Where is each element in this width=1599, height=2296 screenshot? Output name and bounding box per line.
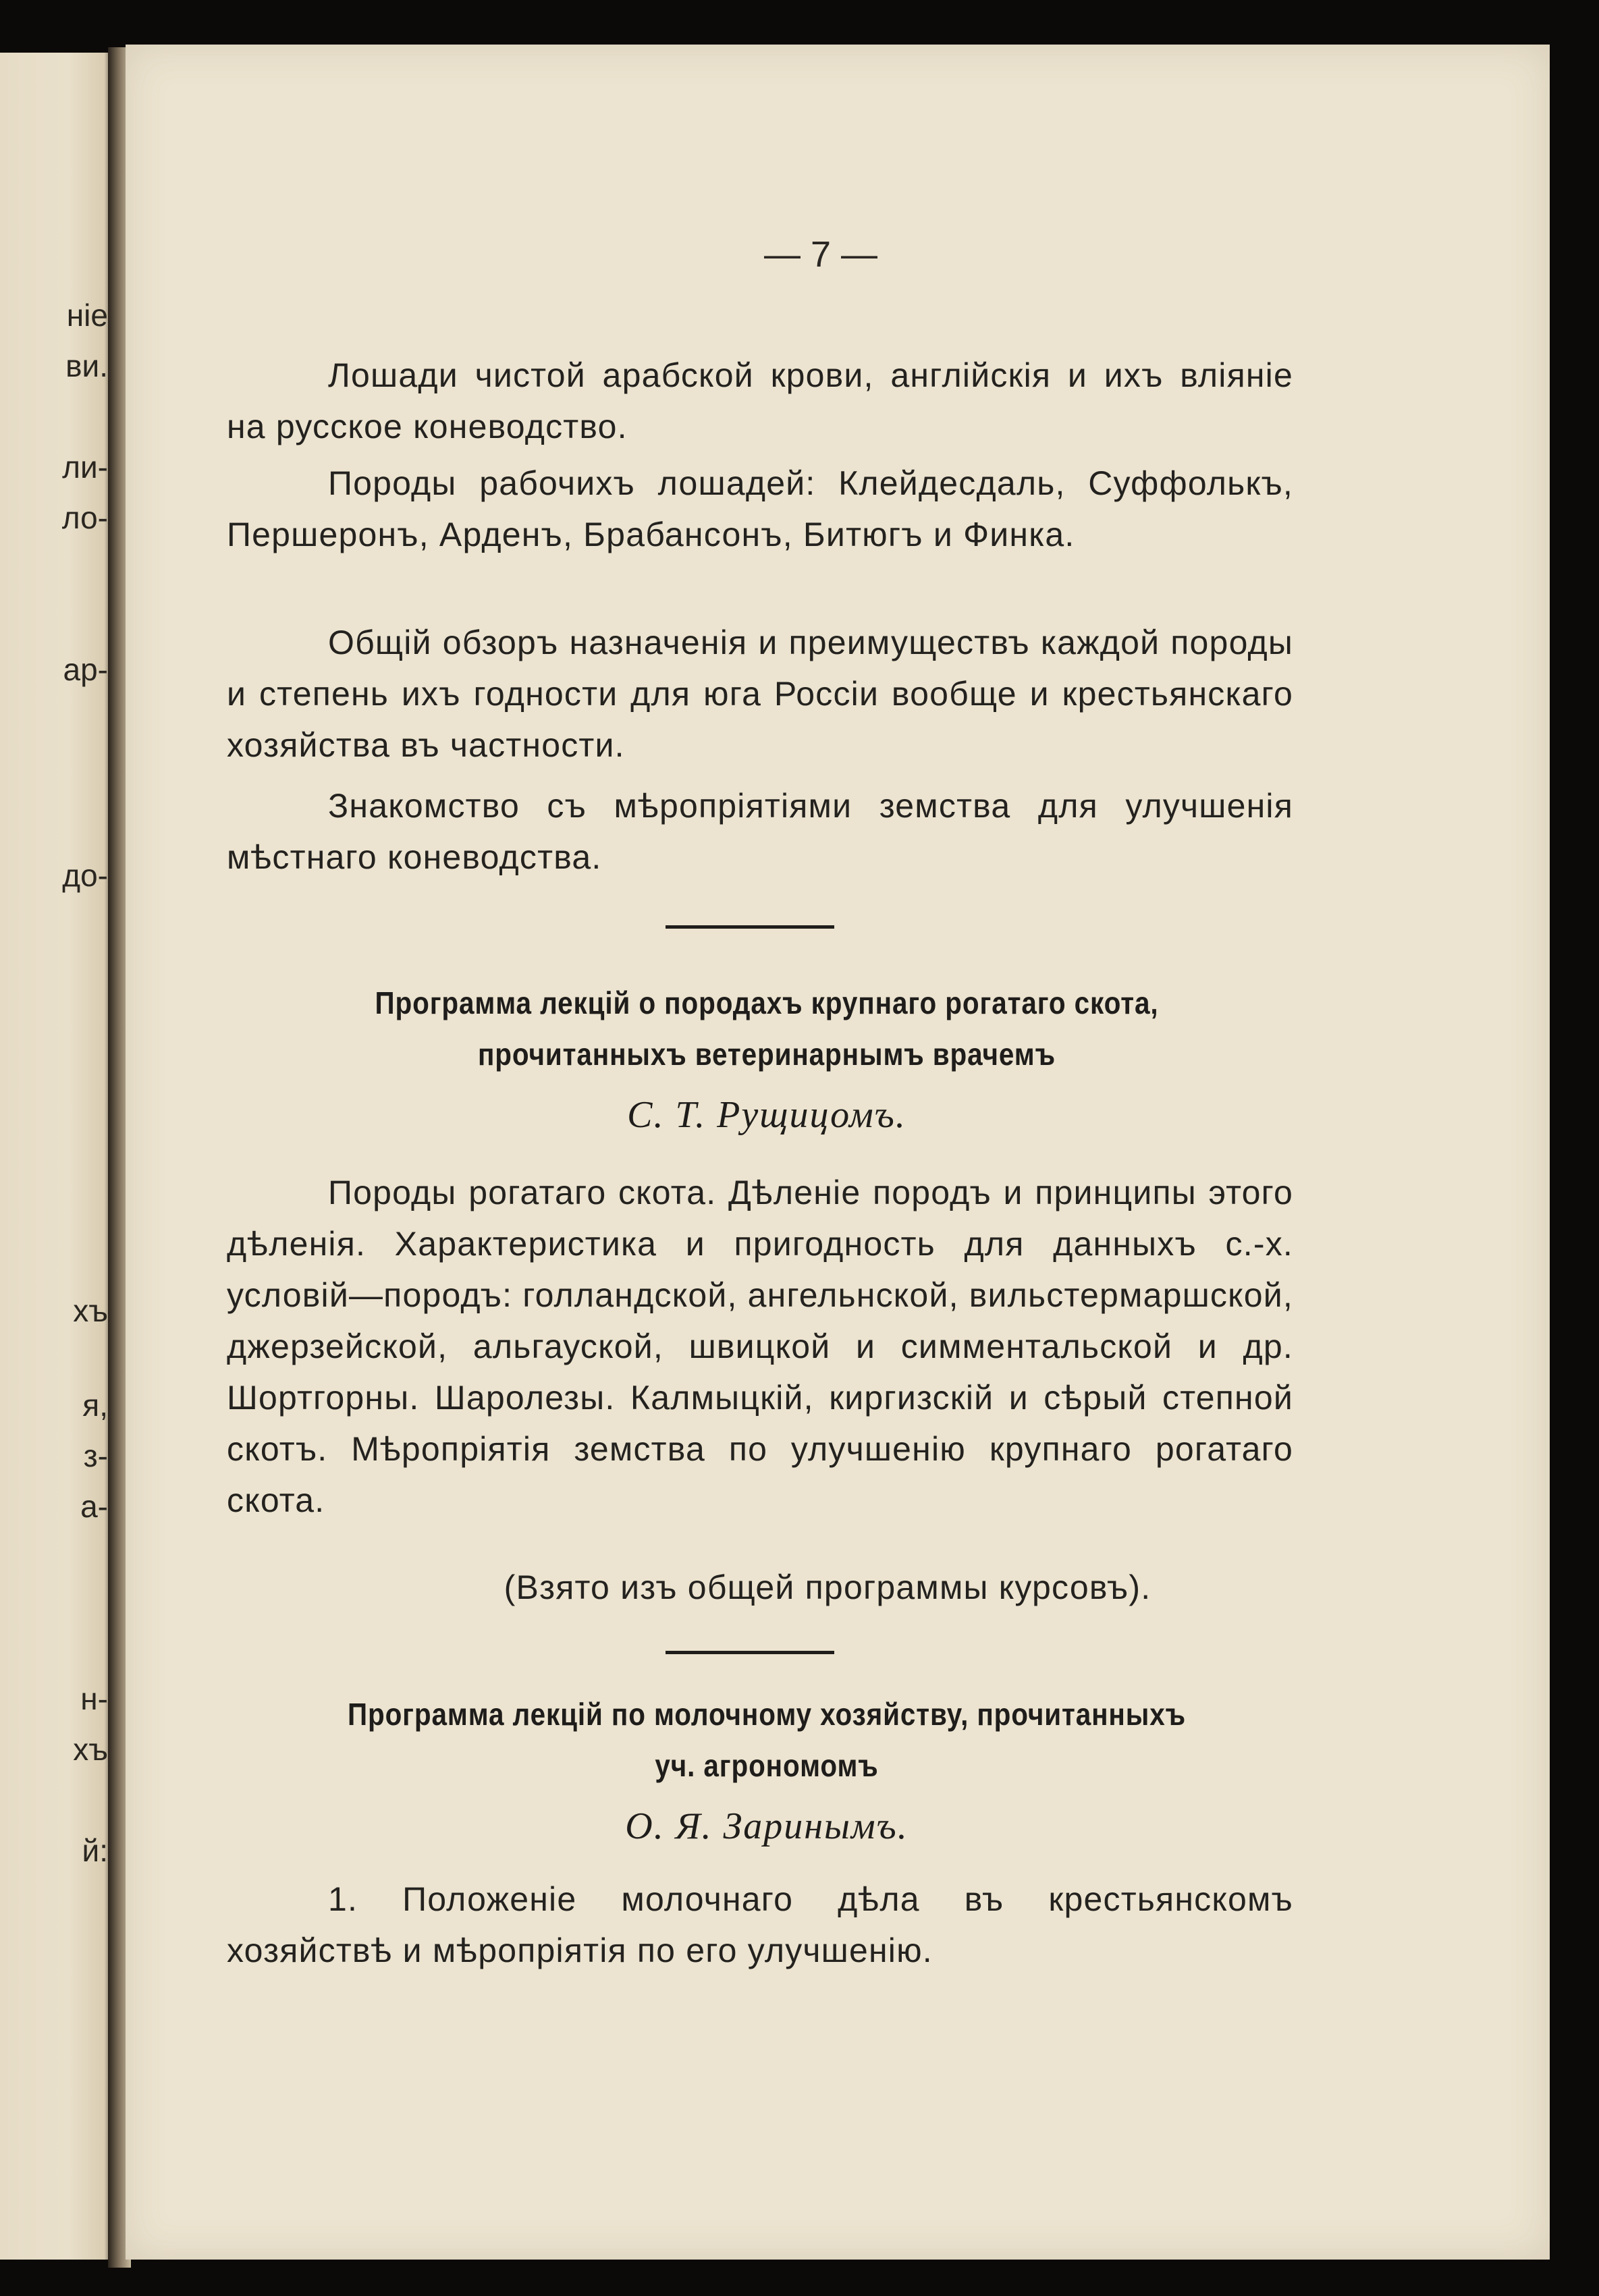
left-page-fragment: ви. bbox=[65, 348, 108, 383]
paragraph-dairy-position: 1. Положеніе молочнаго дѣла въ крестьянскомъ хозяйствѣ и мѣропріятія по его улучшенію. bbox=[227, 1880, 1293, 1969]
paragraph-zemstvo-measures: Знакомство съ мѣропріятіями земства для улучшенія мѣстнаго коневодства. bbox=[227, 787, 1293, 876]
section-heading-cattle-line2: прочитанныхъ ветеринарнымъ врачемъ bbox=[477, 1037, 1056, 1072]
left-page-fragment: й: bbox=[82, 1833, 108, 1868]
left-page-fragment: ар- bbox=[63, 652, 108, 687]
previous-page-edge bbox=[0, 53, 113, 2260]
section-heading-cattle-line1: Программа лекцій о породахъ крупнаго рогатаго скота, bbox=[375, 985, 1159, 1020]
left-page-fragment: ло- bbox=[61, 500, 108, 535]
paragraph-horses-arab: Лошади чистой арабской крови, англійскія и ихъ вліяніе на русское коневодство. bbox=[227, 356, 1293, 445]
author-rushchits: С. Т. Рущицомъ. bbox=[627, 1094, 906, 1136]
left-page-fragment: хъ bbox=[73, 1732, 108, 1767]
paragraph-cattle-breeds: Породы рогатаго скота. Дѣленіе породъ и принципы этого дѣленія. Характеристика и пригодность для данныхъ с.-х. условій—породъ: голландской, ангельнской, вильстермаршской, джерзейской, альгауской, швицкой и симментальской и др. Шортгорны. Шаролезы. Калмыцкій, киргизскій и сѣрый степной скотъ. Мѣропріятія земства по улучшенію крупнаго рогатаго скота. bbox=[227, 1174, 1293, 1519]
page-number: — 7 — bbox=[763, 234, 878, 275]
section-heading-dairy-line1: Программа лекцій по молочному хозяйству, прочитанныхъ bbox=[347, 1697, 1187, 1732]
book-page bbox=[126, 45, 1550, 2260]
source-note: (Взято изъ общей программы курсовъ). bbox=[504, 1568, 1151, 1606]
left-page-fragment: до- bbox=[62, 858, 108, 893]
left-page-fragment: з- bbox=[83, 1438, 108, 1473]
section-divider bbox=[666, 1651, 834, 1654]
paragraph-overview: Общій обзоръ назначенія и преимуществъ каждой породы и степень ихъ годности для юга Россіи вообще и крестьянскаго хозяйства въ частности. bbox=[227, 624, 1293, 764]
left-page-fragment: н- bbox=[80, 1681, 108, 1716]
left-page-fragment: ли- bbox=[62, 449, 108, 485]
left-page-fragment: хъ bbox=[73, 1293, 108, 1328]
paragraph-work-horses: Породы рабочихъ лошадей: Клейдесдаль, Суффолькъ, Першеронъ, Арденъ, Брабансонъ, Битюгъ и Финка. bbox=[227, 464, 1293, 553]
section-heading-dairy-line2: уч. агрономомъ bbox=[655, 1748, 879, 1783]
left-page-fragment: а- bbox=[80, 1489, 108, 1524]
author-zarin: О. Я. Заринымъ. bbox=[625, 1805, 909, 1847]
left-page-fragment: я, bbox=[82, 1388, 108, 1423]
section-divider bbox=[666, 925, 834, 929]
left-page-fragment: ніе bbox=[66, 298, 108, 333]
